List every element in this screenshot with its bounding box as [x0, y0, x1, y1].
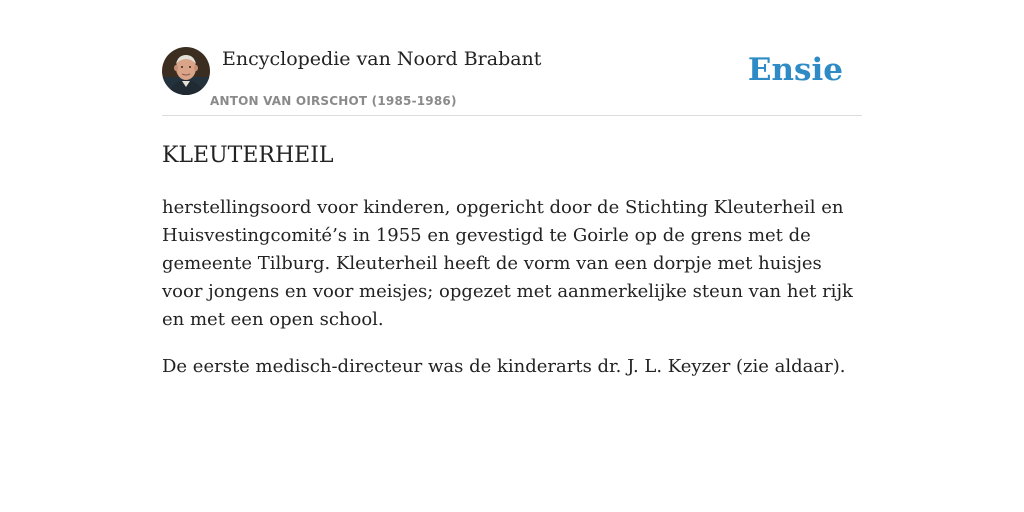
entry-body: [162, 194, 862, 381]
entry-card: [162, 0, 862, 381]
entry-header: [162, 0, 862, 116]
ensie-logo[interactable]: Ensie: [747, 52, 843, 88]
author-avatar[interactable]: [162, 47, 210, 95]
entry-paragraph: herstellingsoord voor kinderen, opgericht door de Stichting Kleuterheil en Huisvestingcomité’s in 1955 en gevestigd te Goirle op de grens met de gemeente Tilburg. Kleuterheil heeft de vorm van een dorpje met huisjes voor jongens en voor meisjes; opgezet met aanmerkelijke steun van het rijk en met een open school.: [162, 197, 853, 330]
author-portrait-icon: [162, 47, 210, 95]
entry-title: KLEUTERHEIL: [162, 143, 334, 168]
author-name[interactable]: ANTON VAN OIRSCHOT (1985-1986): [210, 94, 457, 108]
encyclopedia-title[interactable]: Encyclopedie van Noord Brabant: [222, 48, 542, 70]
entry-paragraph: De eerste medisch-directeur was de kinderarts dr. J. L. Keyzer (zie aldaar).: [162, 356, 846, 377]
